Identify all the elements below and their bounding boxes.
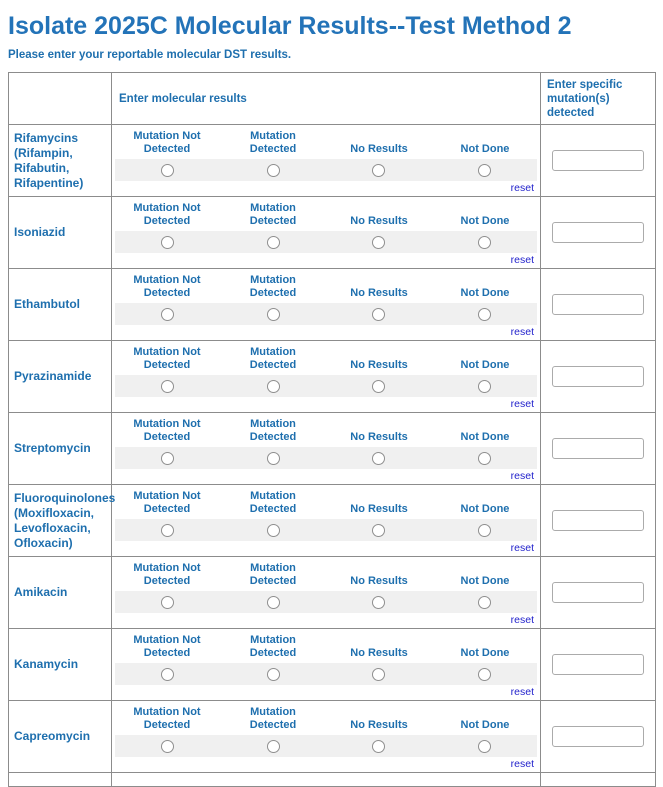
mutation-input[interactable] [552,726,644,747]
radio-mutation-not-detected[interactable] [161,524,174,537]
option-label-not-done: Not Done [460,503,510,515]
mutation-cell [541,125,656,197]
radio-no-results[interactable] [372,308,385,321]
mutation-input[interactable] [552,654,644,675]
radio-strip [115,159,537,181]
radio-strip [115,519,537,541]
radio-mutation-not-detected[interactable] [161,236,174,249]
option-labels [112,559,540,588]
option-label-mutation-detected: Mutation Detected [249,202,297,227]
option-label-not-done: Not Done [460,431,510,443]
mutation-cell [541,269,656,341]
option-label-no-results: No Results [350,215,408,227]
radio-mutation-detected[interactable] [267,524,280,537]
radio-strip [115,591,537,613]
reset-link[interactable]: reset [510,758,534,770]
radio-mutation-detected[interactable] [267,236,280,249]
radio-mutation-not-detected[interactable] [161,308,174,321]
option-label-mutation-not-detected: Mutation Not Detected [133,634,201,659]
mutation-cell [541,413,656,485]
radio-mutation-detected[interactable] [267,596,280,609]
reset-row [112,685,540,700]
table-header-row [9,73,656,125]
radio-not-done[interactable] [478,452,491,465]
radio-mutation-not-detected[interactable] [161,380,174,393]
option-label-mutation-detected: Mutation Detected [249,634,297,659]
radio-not-done[interactable] [478,668,491,681]
results-cell [112,125,541,197]
header-mutation-cell: Enter specific mutation(s) detected [541,73,656,125]
mutation-cell [541,629,656,701]
mutation-cell [541,701,656,773]
radio-mutation-detected[interactable] [267,452,280,465]
drug-name-cell [9,629,112,701]
option-label-not-done: Not Done [460,215,510,227]
option-label-mutation-detected: Mutation Detected [249,490,297,515]
table-row [9,125,656,197]
option-label-mutation-detected: Mutation Detected [249,130,297,155]
results-cell [112,269,541,341]
radio-mutation-detected[interactable] [267,308,280,321]
partial-next-row [9,773,656,787]
drug-name: Fluoroquinolones (Moxifloxacin, Levofloxacin, Ofloxacin) [14,490,116,550]
option-label-not-done: Not Done [460,143,510,155]
option-label-mutation-detected: Mutation Detected [249,562,297,587]
option-label-mutation-not-detected: Mutation Not Detected [133,202,201,227]
radio-mutation-not-detected[interactable] [161,668,174,681]
mutation-input[interactable] [552,294,644,315]
radio-mutation-detected[interactable] [267,380,280,393]
reset-link[interactable]: reset [510,398,534,410]
mutation-cell [541,557,656,629]
drug-name: Isoniazid [14,225,66,239]
radio-not-done[interactable] [478,308,491,321]
table-row [9,413,656,485]
option-label-not-done: Not Done [460,575,510,587]
drug-name: Pyrazinamide [14,369,92,383]
drug-name-cell [9,557,112,629]
option-label-not-done: Not Done [460,287,510,299]
reset-row [112,541,540,556]
radio-no-results[interactable] [372,668,385,681]
radio-no-results[interactable] [372,452,385,465]
table-row [9,341,656,413]
reset-row [112,613,540,628]
option-label-no-results: No Results [350,719,408,731]
table-row [9,701,656,773]
header-drug-cell [9,73,112,125]
option-label-no-results: No Results [350,359,408,371]
drug-name-cell [9,341,112,413]
reset-row [112,397,540,412]
radio-mutation-not-detected[interactable] [161,164,174,177]
drug-name-cell [9,197,112,269]
table-row [9,485,656,557]
reset-row [112,253,540,268]
option-labels [112,703,540,732]
option-label-no-results: No Results [350,503,408,515]
table-row [9,269,656,341]
reset-row [112,325,540,340]
radio-mutation-detected[interactable] [267,668,280,681]
option-label-mutation-not-detected: Mutation Not Detected [133,562,201,587]
radio-no-results[interactable] [372,380,385,393]
radio-strip [115,375,537,397]
drug-name: Rifamycins (Rifampin, Rifabutin, Rifapentine) [14,130,84,190]
radio-mutation-not-detected[interactable] [161,452,174,465]
molecular-results-table [8,72,656,787]
results-cell [112,197,541,269]
option-label-no-results: No Results [350,647,408,659]
option-labels [112,271,540,300]
radio-no-results[interactable] [372,236,385,249]
drug-name-cell [9,485,116,557]
drug-name-cell [9,701,112,773]
reset-link[interactable]: reset [510,470,534,482]
reset-link[interactable]: reset [510,326,534,338]
radio-not-done[interactable] [478,236,491,249]
page [0,12,663,787]
option-label-no-results: No Results [350,575,408,587]
option-label-mutation-detected: Mutation Detected [249,346,297,371]
option-label-mutation-detected: Mutation Detected [249,706,297,731]
option-labels [112,631,540,660]
option-label-no-results: No Results [350,287,408,299]
radio-strip [115,735,537,757]
radio-mutation-not-detected[interactable] [161,596,174,609]
radio-not-done[interactable] [478,524,491,537]
option-label-mutation-not-detected: Mutation Not Detected [133,418,201,443]
reset-link[interactable]: reset [510,686,534,698]
radio-no-results[interactable] [372,740,385,753]
option-label-not-done: Not Done [460,719,510,731]
drug-name: Streptomycin [14,441,91,455]
mutation-cell [541,197,656,269]
radio-no-results[interactable] [372,596,385,609]
results-cell [112,413,541,485]
radio-not-done[interactable] [478,596,491,609]
radio-not-done[interactable] [478,164,491,177]
option-labels [112,415,540,444]
mutation-cell [541,341,656,413]
reset-link[interactable]: reset [510,542,534,554]
option-label-mutation-not-detected: Mutation Not Detected [133,706,201,731]
option-label-mutation-not-detected: Mutation Not Detected [133,490,201,515]
option-labels [112,199,540,228]
radio-mutation-detected[interactable] [267,740,280,753]
mutation-input[interactable] [552,366,644,387]
option-labels [112,127,540,156]
page-title: Isolate 2025C Molecular Results--Test Method 2 [8,12,572,40]
reset-link[interactable]: reset [510,182,534,194]
option-label-not-done: Not Done [460,647,510,659]
radio-no-results[interactable] [372,524,385,537]
option-label-no-results: No Results [350,431,408,443]
reset-link[interactable]: reset [510,254,534,266]
drug-name: Capreomycin [14,729,91,743]
option-labels [112,487,540,516]
radio-strip [115,447,537,469]
option-label-mutation-not-detected: Mutation Not Detected [133,274,201,299]
drug-name-cell [9,413,112,485]
drug-name: Kanamycin [14,657,79,671]
radio-mutation-detected[interactable] [267,164,280,177]
radio-no-results[interactable] [372,164,385,177]
mutation-input[interactable] [552,510,644,531]
option-label-no-results: No Results [350,143,408,155]
results-cell [112,557,541,629]
option-label-mutation-detected: Mutation Detected [249,274,297,299]
mutation-input[interactable] [552,222,644,243]
option-label-mutation-not-detected: Mutation Not Detected [133,130,201,155]
option-label-not-done: Not Done [460,359,510,371]
results-cell [112,341,541,413]
radio-strip [115,663,537,685]
drug-name-cell [9,269,112,341]
results-cell [112,485,541,557]
page-subtitle: Please enter your reportable molecular DST results. [8,49,292,61]
reset-row [112,757,540,772]
reset-link[interactable]: reset [510,614,534,626]
mutation-cell [541,485,656,557]
results-cell [112,701,541,773]
radio-strip [115,303,537,325]
radio-mutation-not-detected[interactable] [161,740,174,753]
option-label-mutation-detected: Mutation Detected [249,418,297,443]
header-results-cell: Enter molecular results [112,73,541,125]
mutation-input[interactable] [552,150,644,171]
table-row [9,557,656,629]
drug-name: Amikacin [14,585,68,599]
radio-not-done[interactable] [478,380,491,393]
table-row [9,197,656,269]
table-row [9,629,656,701]
reset-row [112,181,540,196]
option-label-mutation-not-detected: Mutation Not Detected [133,346,201,371]
radio-strip [115,231,537,253]
option-labels [112,343,540,372]
mutation-input[interactable] [552,582,644,603]
reset-row [112,469,540,484]
drug-name-cell [9,125,112,197]
drug-name: Ethambutol [14,297,80,311]
radio-not-done[interactable] [478,740,491,753]
mutation-input[interactable] [552,438,644,459]
results-cell [112,629,541,701]
